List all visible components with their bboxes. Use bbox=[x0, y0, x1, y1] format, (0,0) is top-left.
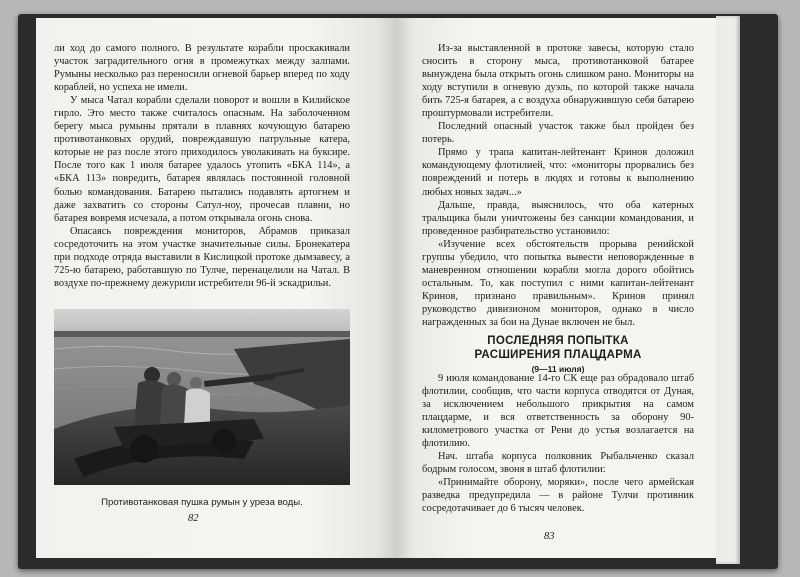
page-number-right: 83 bbox=[544, 531, 555, 542]
right-page-text-bottom bbox=[422, 372, 694, 516]
right-page bbox=[398, 18, 716, 558]
right-paragraph-5: «Изучение всех обстоятельств прорыва ренийской группы убедило, что попытка вывести неповоржденные в маневренном отношении корабли могла дорого обойтись остальным. То, как поступил с ними капитан-лейтенант Кринов, признано правильным». Кринов принял руководство дивизионом мониторов, однако в число награжденных за бои на Дунае включен не был. bbox=[422, 238, 694, 328]
right-paragraph-1: Из-за выставленной в протоке завесы, которую стало сносить в сторону мыса, противотанковой батарее вынуждена была открыть огонь слишком рано. Мониторы на ходу вступили в огневую дуэль, по которой также начала бить 725-я батарея, а с воздуха обнаружившую себя батарею проштурмовали истребители. bbox=[422, 43, 694, 120]
right-paragraph-6: 9 июля командование 14-го СК еще раз обрадовало штаб флотилии, сообщив, что части корпуса отводятся от Дуная, за исключением небольшого прикрытия на самом плацдарме, и вся ответственность за оборону 90-километрового участка от Рени до устья возлагается на флотилию. bbox=[422, 373, 694, 450]
photo-anti-tank-gun bbox=[54, 309, 350, 485]
right-paragraph-7: Нач. штаба корпуса полковник Рыбальченко сказал бодрым голосом, звоня в штаб флотилии: bbox=[422, 451, 694, 476]
page-number-left: 82 bbox=[188, 513, 199, 524]
section-heading-line-2: РАСШИРЕНИЯ ПЛАЦДАРМА bbox=[474, 349, 642, 361]
section-heading-line-1: ПОСЛЕДНЯЯ ПОПЫТКА bbox=[487, 335, 629, 347]
section-heading-dates: (9—11 июля) bbox=[531, 364, 585, 374]
left-paragraph-3: Опасаясь повреждения мониторов, Абрамов приказал сосредоточить на этом участке значительные силы. Бронекатера при подходе отряда выставили в Кислицкой протоке дымзавесу, а 725-ю батарею, работавшую по Тулче, перенацелили на Чатал. В воздухе по-прежнему дежурили истребители 96-й эскадрильи. bbox=[54, 225, 350, 289]
right-paragraph-8: «Принимайте оборону, моряки», после чего армейская разведка предупредила — в районе Тулчи противник сосредотачивает до 6 тысяч человек. bbox=[422, 477, 694, 515]
left-paragraph-1: ли ход до самого полного. В результате корабли проскакивали участок заградительного огня в промежутках между залпами. Румыны несколько раз переносили огневой барьер вперед по ходу кораблей, но успеха не имели. bbox=[54, 43, 350, 94]
right-paragraph-4: Дальше, правда, выяснилось, что оба катерных тральщика были уничтожены без санкции командования, и проведенное разбирательство установило: bbox=[422, 199, 694, 237]
page-block-edges bbox=[716, 16, 740, 564]
right-page-text-top bbox=[422, 42, 694, 329]
right-paragraph-3: Прямо у трапа капитан-лейтенант Кринов доложил командующему флотилией, что: «мониторы прорвались без повреждений и потерь в людях и готовы к выполнению любых новых задач...» bbox=[422, 147, 694, 198]
left-page-text bbox=[54, 42, 350, 290]
left-paragraph-2: У мыса Чатал корабли сделали поворот и вошли в Килийское гирло. Это место также считалось опасным. На заболоченном берегу мыса румыны прятали в плавнях кочующую батарею противотанковых орудий, повреждавшую патрульные катера, которые не раз после этого приходилось уволакивать на буксире. После того как 1 июля батарее удалось утопить «БКА 114», а «БКА 113» повредить, батарея являлась постоянной головной болью командования. Батарею пытались подавлять артогнем и даже захватить со стороны Сатул-ноу, прочесав плавни, но батарея вовремя исчезала, а потом открывала огонь снова. bbox=[54, 95, 350, 224]
photo-caption: Противотанковая пушка румын у уреза воды. bbox=[101, 497, 303, 508]
right-paragraph-2: Последний опасный участок также был пройден без потерь. bbox=[422, 121, 694, 146]
